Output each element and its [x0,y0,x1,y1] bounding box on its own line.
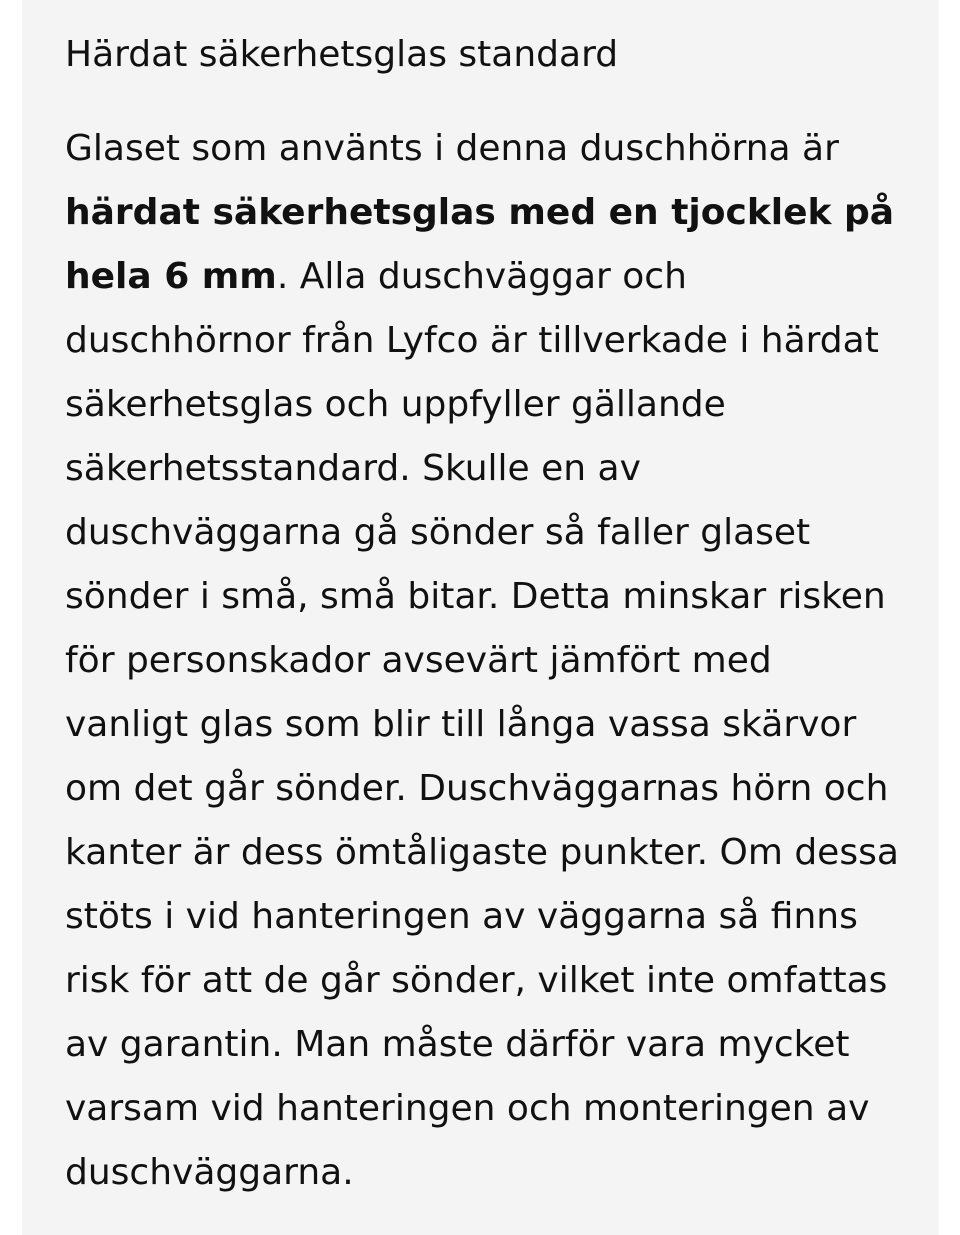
info-card [22,0,939,1235]
section-paragraph [65,117,905,1205]
section-heading: Härdat säkerhetsglas standard [65,34,619,75]
paragraph-rest: . Alla duschväggar och duschhörnor från Lyfco är tillverkade i härdat säkerhetsglas och uppfyller gällande säkerhetsstandard. Skulle en av duschväggarna gå sönder så faller glaset sönder i små, små bitar. Detta minskar risken för personskador avsevärt jämfört med vanligt glas som blir till långa vassa skärvor om det går sönder. Duschväggarnas hörn och kanter är dess ömtåligaste punkter. Om dessa stöts i vid hanteringen av väggarna så finns risk för att de går sönder, vilket inte omfattas av garantin. Man måste därför vara mycket varsam vid hanteringen och monteringen av duschväggarna. [65,256,899,1193]
paragraph-emphasis: härdat säkerhetsglas med en tjocklek på hela 6 mm [65,192,895,297]
paragraph-intro: Glaset som använts i denna duschhörna är [65,128,839,169]
